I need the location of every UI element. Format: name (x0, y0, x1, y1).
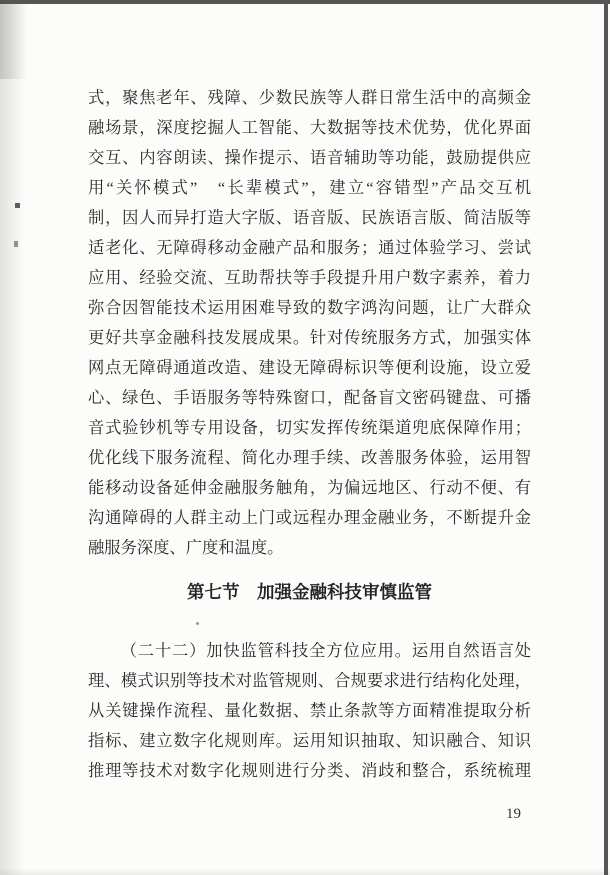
scan-speck (15, 203, 20, 208)
scan-speck (14, 241, 18, 247)
text-line: 心、绿色、手语服务等特殊窗口，配备盲文密码键盘、可播 (88, 388, 531, 407)
text-line: 沟通障碍的人群主动上门或远程办理金融业务，不断提升金 (88, 508, 531, 527)
section-heading: 第七节 加强金融科技审慎监管 (187, 582, 432, 602)
text-line: 从关键操作流程、量化数据、禁止条款等方面精准提取分析 (88, 701, 531, 720)
text-line: 融服务深度、广度和温度。 (88, 538, 284, 557)
page-number: 19 (506, 806, 521, 822)
text-line: 指标、建立数字化规则库。运用知识抽取、知识融合、知识 (88, 731, 531, 750)
text-line: 用“关怀模式” “长辈模式”，建立“容错型”产品交互机 (88, 178, 531, 197)
body-paragraph-1 (88, 83, 531, 563)
text-line: 制，因人而异打造大字版、语音版、民族语言版、简洁版等 (88, 208, 531, 227)
text-line: （二十二）加快监管科技全方位应用。运用自然语言处 (120, 641, 531, 660)
scan-speck (196, 622, 199, 625)
scan-shadow-left (0, 4, 24, 875)
text-line: 理、模式识别等技术对监管规则、合规要求进行结构化处理， (88, 671, 531, 690)
scan-edge-top (0, 0, 610, 4)
scan-edge-right (604, 0, 608, 875)
text-line: 应用、经验交流、互助帮扶等手段提升用户数字素养，着力 (88, 268, 531, 287)
text-line: 能移动设备延伸金融服务触角，为偏远地区、行动不便、有 (88, 478, 531, 497)
scan-shadow-bottom (0, 868, 610, 875)
text-line: 推理等技术对数字化规则进行分类、消歧和整合，系统梳理 (88, 761, 531, 780)
text-line: 网点无障碍通道改造、建设无障碍标识等便利设施，设立爱 (88, 358, 531, 377)
text-line: 式，聚焦老年、残障、少数民族等人群日常生活中的高频金 (88, 88, 531, 107)
text-line: 融场景，深度挖掘人工智能、大数据等技术优势，优化界面 (88, 118, 531, 137)
text-line: 弥合因智能技术运用困难导致的数字鸿沟问题，让广大群众 (88, 298, 531, 317)
text-line: 适老化、无障碍移动金融产品和服务；通过体验学习、尝试 (88, 238, 531, 257)
text-line: 优化线下服务流程、简化办理手续、改善服务体验，运用智 (88, 448, 531, 467)
scan-shadow-left-top (0, 4, 28, 79)
text-line: 交互、内容朗读、操作提示、语音辅助等功能，鼓励提供应 (88, 148, 531, 167)
text-line: 音式验钞机等专用设备，切实发挥传统渠道兜底保障作用； (88, 418, 531, 437)
body-paragraph-2 (88, 636, 531, 786)
text-line: 更好共享金融科技发展成果。针对传统服务方式，加强实体 (88, 328, 531, 347)
